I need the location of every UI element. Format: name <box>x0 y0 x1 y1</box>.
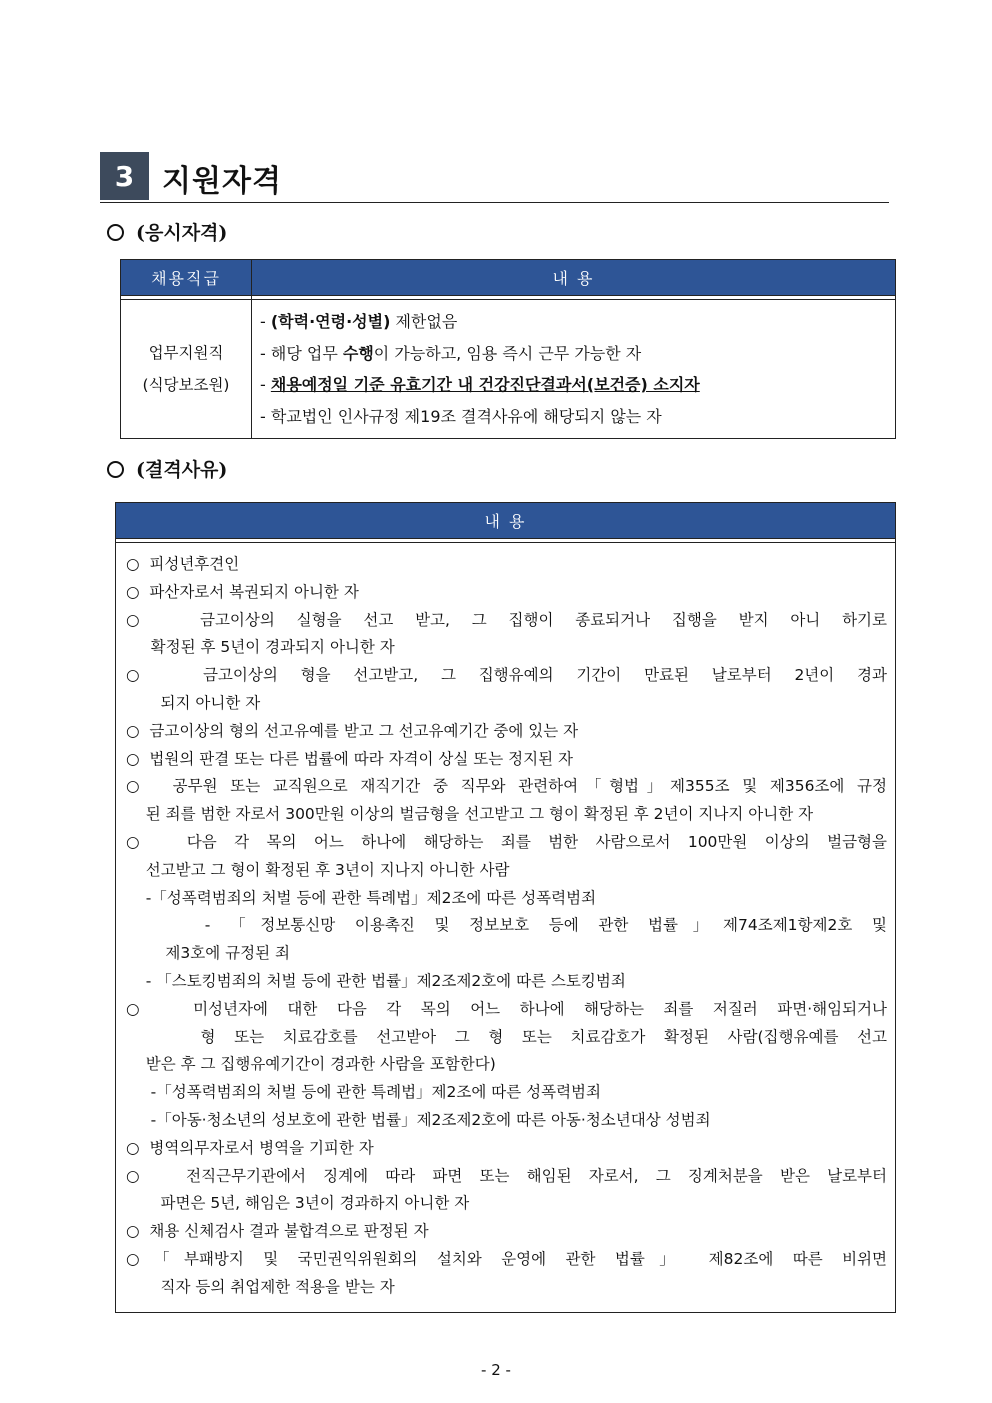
list-item: ○ 법원의 판결 또는 다른 법률에 따라 자격이 상실 또는 정지된 자 <box>126 749 573 768</box>
list-item: ○ 금고이상의 형을 선고받고, 그 집행유예의 기간이 만료된 날로부터 2년이 경과 <box>126 666 887 685</box>
list-item: 직자 등의 취업제한 적용을 받는 자 <box>126 1277 395 1296</box>
list-item: 형 또는 치료감호를 선고받아 그 형 또는 치료감호가 확정된 사람(집행유예를 선고 <box>126 1027 887 1046</box>
header-position: 채용직급 <box>121 260 252 296</box>
subheading-label: (응시자격) <box>136 222 228 244</box>
list-item: - 「스토킹범죄의 처벌 등에 관한 법률」제2조제2호에 따른 스토킹범죄 <box>126 971 626 990</box>
list-item: - 「정보통신망 이용촉진 및 정보보호 등에 관한 법률」제74조제1항제2호 및 <box>126 916 887 935</box>
list-item: ○ 금고이상의 형의 선고유예를 받고 그 선고유예기간 중에 있는 자 <box>126 721 579 740</box>
list-item: ○ 파산자로서 복권되지 아니한 자 <box>126 582 359 601</box>
disqualification-table <box>115 502 896 1313</box>
disqualification-list <box>116 543 896 1313</box>
list-item: 받은 후 그 집행유예기간이 경과한 사람을 포함한다) <box>126 1055 496 1074</box>
position-name: 업무지원직 <box>148 344 224 362</box>
qualification-line: - (학력·연령·성별) 제한없음 <box>260 312 458 331</box>
list-item: ○ 채용 신체검사 결과 불합격으로 판정된 자 <box>126 1222 429 1241</box>
circle-bullet-icon <box>107 224 124 241</box>
list-item: 파면은 5년, 해임은 3년이 경과하지 아니한 자 <box>126 1194 470 1213</box>
position-detail: (식당보조원) <box>142 376 230 394</box>
qualification-line: - 채용예정일 기준 유효기간 내 건강진단결과서(보건증) 소지자 <box>260 375 700 394</box>
list-item: 제3호에 규정된 죄 <box>126 944 290 963</box>
subheading-label: (결격사유) <box>136 459 228 481</box>
list-item: ○ 전직근무기관에서 징계에 따라 파면 또는 해임된 자로서, 그 징계처분을 받은 날로부터 <box>126 1166 887 1185</box>
list-item: 선고받고 그 형이 확정된 후 3년이 지나지 아니한 사람 <box>126 860 510 879</box>
section-heading <box>100 152 889 203</box>
position-cell <box>121 300 252 439</box>
list-item: ○ 다음 각 목의 어느 하나에 해당하는 죄를 범한 사람으로서 100만원 이상의 벌금형을 <box>126 832 887 851</box>
qualification-line: - 해당 업무 수행이 가능하고, 임용 즉시 근무 가능한 자 <box>260 343 642 363</box>
section-number-badge: 3 <box>100 152 149 200</box>
list-item: ○「부패방지 및 국민권익위원회의 설치와 운영에 관한 법률」 제82조에 따른 비위면 <box>126 1249 887 1268</box>
qualification-table <box>120 259 896 439</box>
header-content: 내 용 <box>116 503 896 539</box>
header-content: 내 용 <box>252 260 896 296</box>
list-item: 된 죄를 범한 자로서 300만원 이상의 벌금형을 선고받고 그 형이 확정된 후 2년이 지나지 아니한 자 <box>126 805 814 824</box>
list-item: ○ 공무원 또는 교직원으로 재직기간 중 직무와 관련하여「형법」제355조 및 제356조에 규정 <box>126 777 887 796</box>
list-item: ○ 미성년자에 대한 다음 각 목의 어느 하나에 해당하는 죄를 저질러 파면·해임되거나 <box>126 999 887 1018</box>
section-title: 지원자격 <box>162 164 282 199</box>
list-item: -「아동·청소년의 성보호에 관한 법률」제2조제2호에 따른 아동·청소년대상 성범죄 <box>126 1110 711 1129</box>
list-item: 되지 아니한 자 <box>126 693 261 712</box>
qualification-list <box>252 300 896 439</box>
list-item: ○ 피성년후견인 <box>126 555 240 573</box>
list-item: ○ 병역의무자로서 병역을 기피한 자 <box>126 1138 374 1157</box>
list-item: -「성폭력범죄의 처벌 등에 관한 특례법」제2조에 따른 성폭력범죄 <box>126 1083 601 1102</box>
circle-bullet-icon <box>107 461 124 478</box>
qualification-line: - 학교법인 인사규정 제19조 결격사유에 해당되지 않는 자 <box>260 406 662 426</box>
list-item: -「성폭력범죄의 처벌 등에 관한 특례법」제2조에 따른 성폭력범죄 <box>126 888 597 907</box>
list-item: 확정된 후 5년이 경과되지 아니한 자 <box>126 638 395 657</box>
subheading-qualification <box>107 218 227 245</box>
list-item: ○ 금고이상의 실형을 선고 받고, 그 집행이 종료되거나 집행을 받지 아니 하기로 <box>126 610 887 629</box>
page-number: - 2 - <box>481 1361 511 1379</box>
subheading-disqualification <box>107 455 227 482</box>
